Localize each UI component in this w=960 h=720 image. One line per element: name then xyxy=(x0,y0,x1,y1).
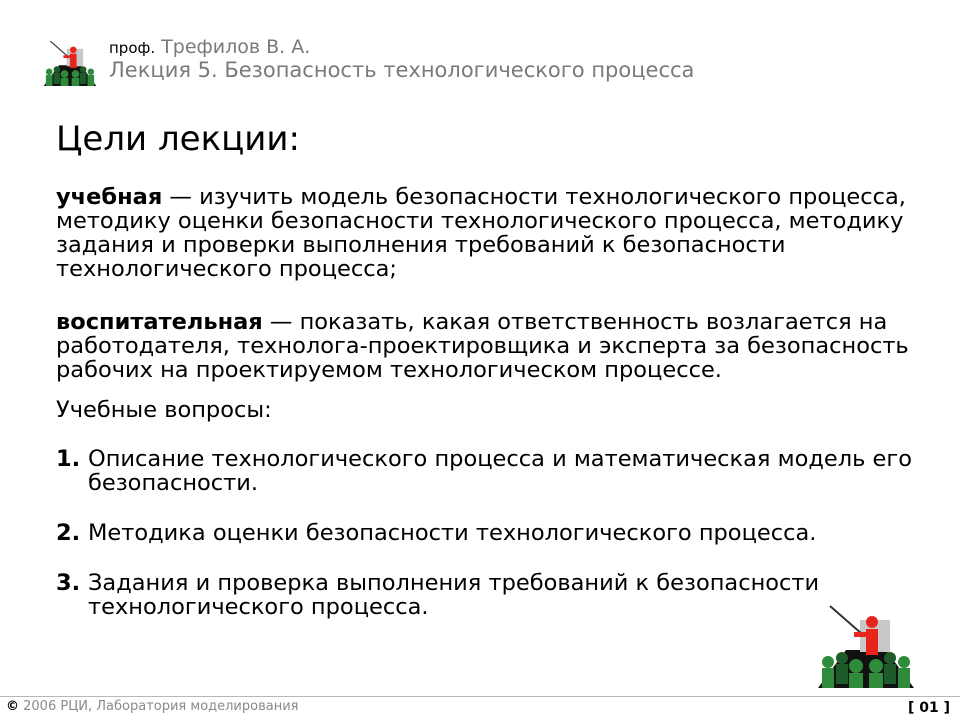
page-number: [ 01 ] xyxy=(907,700,950,716)
author-name: Трефилов В. А. xyxy=(161,36,311,58)
list-item-number: 2. xyxy=(56,520,81,546)
goal-upbringing xyxy=(56,310,926,382)
page-title: Цели лекции: xyxy=(56,119,300,159)
list-item-text: Задания и проверка выполнения требований к безопасности технологического процесса. xyxy=(88,570,820,620)
list-item xyxy=(56,571,926,619)
footer-text: 2006 РЦИ, Лаборатория моделирования xyxy=(19,699,299,714)
list-item-text: Методика оценки безопасности технологического процесса. xyxy=(88,520,817,546)
footer-divider xyxy=(0,696,960,697)
list-item xyxy=(56,521,926,545)
list-item-text: Описание технологического процесса и математическая модель его безопасности. xyxy=(88,446,912,496)
slide-header xyxy=(109,38,694,81)
lecture-logo-icon xyxy=(42,40,98,86)
copyright-symbol: © xyxy=(6,699,19,714)
goal-text: — изучить модель безопасности технологического процесса, методику оценки безопасности технологического процесса, методику задания и проверки выполнения требований к безопасности технологического процесса; xyxy=(56,184,906,282)
list-item-number: 1. xyxy=(56,446,81,472)
goal-label: учебная xyxy=(56,184,163,210)
lecture-title: Лекция 5. Безопасность технологического процесса xyxy=(109,58,695,82)
goal-text: — показать, какая ответственность возлагается на работодателя, технолога-проектировщика и эксперта за безопасность рабочих на проектируемом технологическом процессе. xyxy=(56,309,909,383)
footer-copyright xyxy=(6,699,299,714)
author-prefix: проф. xyxy=(109,39,156,57)
list-item xyxy=(56,447,926,495)
lecture-logo-icon xyxy=(816,604,916,688)
goal-educational xyxy=(56,185,926,281)
goal-label: воспитательная xyxy=(56,309,263,335)
list-item-number: 3. xyxy=(56,570,81,596)
author-line xyxy=(109,38,694,57)
questions-heading: Учебные вопросы: xyxy=(56,397,272,423)
questions-list xyxy=(56,447,926,619)
